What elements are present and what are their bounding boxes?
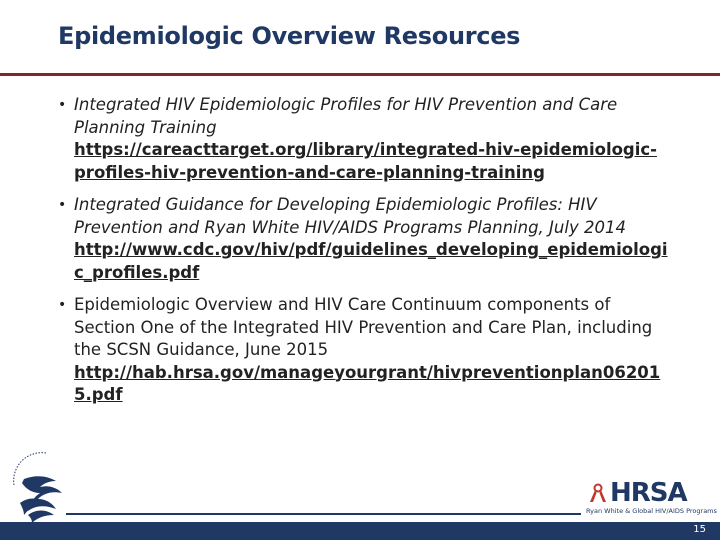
hrsa-ribbon-icon xyxy=(586,482,610,506)
bullet-marker: • xyxy=(58,97,67,113)
hrsa-program-name: Ryan White & Global HIV/AIDS Programs xyxy=(586,507,717,515)
resource-title: Epidemiologic Overview and HIV Care Continuum components of Section One of the Integrated HIV Prevention and Care Plan, including the SCSN Guidance, June 2015 xyxy=(74,295,653,359)
footer-divider xyxy=(66,513,581,515)
hhs-eagle-logo-icon xyxy=(6,445,74,523)
title-divider xyxy=(0,73,720,76)
slide-title: Epidemiologic Overview Resources xyxy=(58,22,521,50)
list-item xyxy=(58,194,668,284)
list-item xyxy=(58,294,668,407)
bullet-marker: • xyxy=(58,297,67,313)
bullet-list xyxy=(58,94,668,417)
page-number: 15 xyxy=(693,524,706,535)
hrsa-logo-icon xyxy=(572,478,718,518)
bullet-marker: • xyxy=(58,197,67,213)
resource-link[interactable]: http://www.cdc.gov/hiv/pdf/guidelines_developing_epidemiologic_profiles.pdf xyxy=(74,240,668,282)
list-item xyxy=(58,94,668,184)
footer-band xyxy=(0,522,720,540)
hrsa-wordmark: HRSA xyxy=(610,478,687,508)
resource-title: Integrated HIV Epidemiologic Profiles for HIV Prevention and Care Planning Training xyxy=(74,95,618,137)
resource-title: Integrated Guidance for Developing Epidemiologic Profiles: HIV Prevention and Ryan White HIV/AIDS Programs Planning, July 2014 xyxy=(74,195,626,237)
resource-link[interactable]: http://hab.hrsa.gov/manageyourgrant/hivpreventionplan062015.pdf xyxy=(74,362,661,404)
resource-link[interactable]: https://careacttarget.org/library/integrated-hiv-epidemiologic-profiles-hiv-prevention-and-care-planning-training xyxy=(74,140,658,182)
